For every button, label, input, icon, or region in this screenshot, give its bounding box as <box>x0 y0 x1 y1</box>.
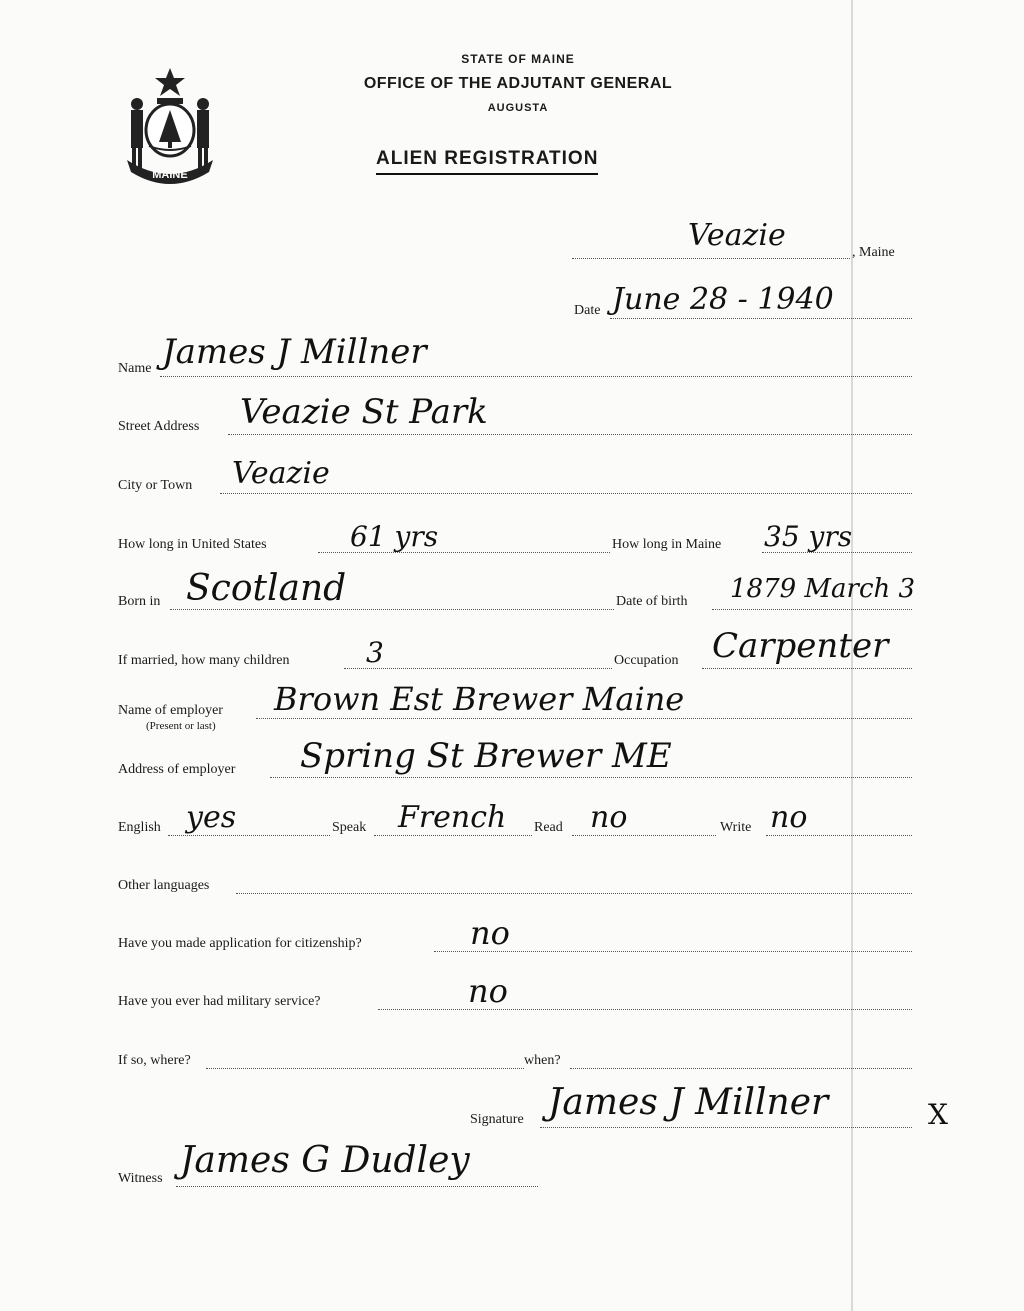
town-value: Veazie <box>688 218 786 253</box>
name-line <box>160 376 912 377</box>
dob-line <box>712 609 912 610</box>
born-in-label: Born in <box>118 594 161 609</box>
english-value: yes <box>186 800 237 835</box>
write-label: Write <box>720 820 752 835</box>
how-long-maine-label: How long in Maine <box>612 537 722 552</box>
name-label: Name <box>118 361 152 376</box>
occupation-line <box>702 668 912 669</box>
street-label: Street Address <box>118 419 200 434</box>
where-label: If so, where? <box>118 1053 191 1068</box>
speak-label: Speak <box>332 820 367 835</box>
employer-address-value: Spring St Brewer ME <box>300 736 672 776</box>
read-value: no <box>590 800 628 835</box>
dob-value: 1879 March 3 <box>730 574 916 604</box>
witness-value: James G Dudley <box>180 1140 470 1181</box>
seal-banner-text: MAINE <box>152 169 188 181</box>
dob-label: Date of birth <box>616 594 688 609</box>
employer-address-line <box>270 777 912 778</box>
street-line <box>228 434 912 435</box>
when-label: when? <box>524 1053 561 1068</box>
children-value: 3 <box>366 636 384 669</box>
read-label: Read <box>534 820 563 835</box>
signature-label: Signature <box>470 1112 524 1127</box>
maine-label: , Maine <box>852 245 895 260</box>
how-long-us-label: How long in United States <box>118 537 267 552</box>
city-town-label: City or Town <box>118 478 193 493</box>
employer-value: Brown Est Brewer Maine <box>274 680 685 718</box>
date-label: Date <box>574 303 601 318</box>
office-heading: OFFICE OF THE ADJUTANT GENERAL <box>363 75 673 92</box>
city-town-value: Veazie <box>232 456 330 491</box>
how-long-maine-value: 35 yrs <box>764 520 853 553</box>
signature-line <box>540 1127 912 1128</box>
born-in-line <box>170 609 614 610</box>
read-line <box>572 835 716 836</box>
town-line <box>572 258 850 259</box>
form-title: ALIEN REGISTRATION <box>376 148 598 175</box>
employer-address-label: Address of employer <box>118 762 236 777</box>
speak-value: French <box>398 800 507 835</box>
english-label: English <box>118 820 161 835</box>
english-line <box>168 835 330 836</box>
street-value: Veazie St Park <box>240 392 488 432</box>
military-line <box>378 1009 912 1010</box>
date-value: June 28 - 1940 <box>612 282 834 317</box>
citizenship-value: no <box>470 914 510 952</box>
occupation-label: Occupation <box>614 653 679 668</box>
signature-value: James J Millner <box>548 1082 829 1123</box>
when-line <box>570 1068 912 1069</box>
state-heading: STATE OF MAINE <box>461 52 575 66</box>
write-line <box>766 835 912 836</box>
other-languages-label: Other languages <box>118 878 210 893</box>
witness-line <box>176 1186 538 1187</box>
where-line <box>206 1068 524 1069</box>
witness-label: Witness <box>118 1171 163 1186</box>
born-in-value: Scotland <box>186 568 347 609</box>
name-value: James J Millner <box>162 332 427 372</box>
how-long-us-value: 61 yrs <box>350 520 439 553</box>
write-value: no <box>770 800 808 835</box>
city-heading: AUGUSTA <box>487 102 549 114</box>
employer-line <box>256 718 912 719</box>
city-town-line <box>220 493 912 494</box>
date-line <box>610 318 912 319</box>
speak-line <box>374 835 532 836</box>
military-label: Have you ever had military service? <box>118 994 321 1009</box>
children-line <box>344 668 612 669</box>
military-value: no <box>468 972 508 1010</box>
other-languages-line <box>236 893 912 894</box>
employer-sub-label: (Present or last) <box>146 720 216 732</box>
children-label: If married, how many children <box>118 653 290 668</box>
signature-mark: X <box>928 1098 948 1131</box>
occupation-value: Carpenter <box>712 626 889 666</box>
citizenship-label: Have you made application for citizenship? <box>118 936 362 951</box>
employer-label: Name of employer <box>118 703 223 718</box>
